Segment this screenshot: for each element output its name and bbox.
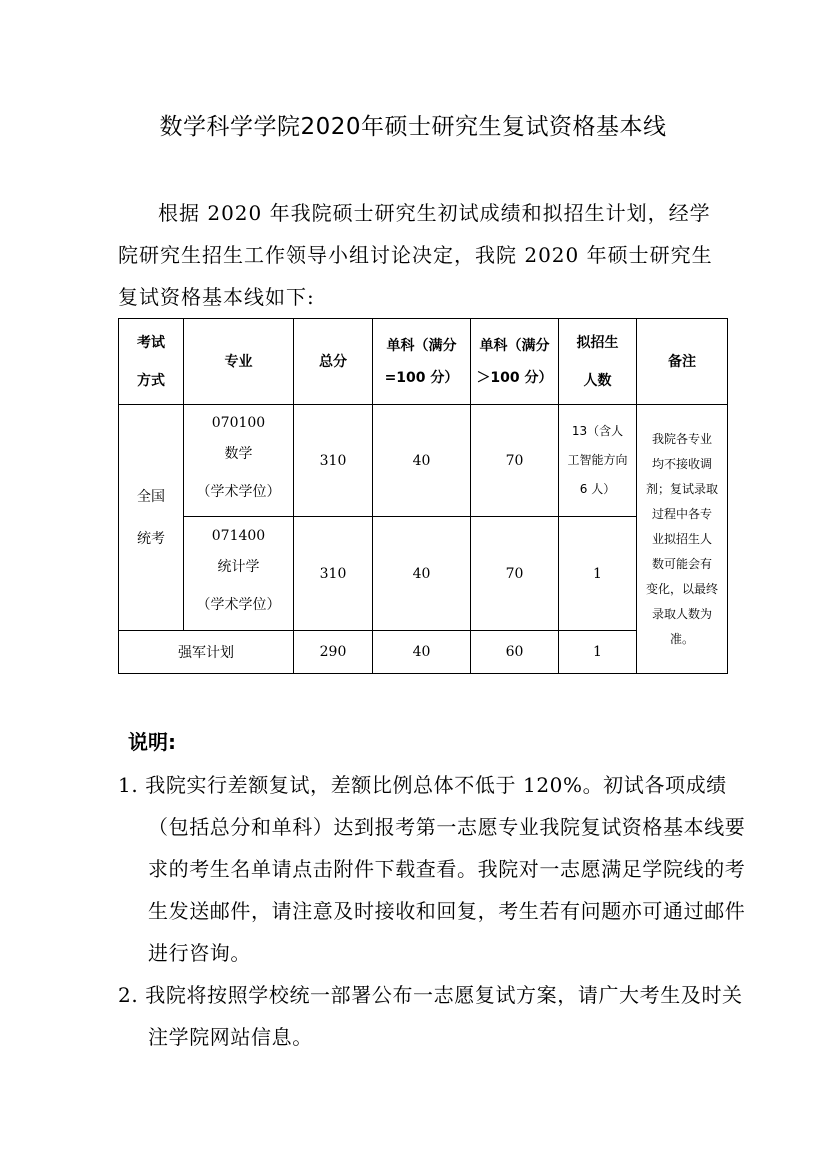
single-le100-score: 40 (373, 405, 471, 517)
single-le100-score: 40 (373, 517, 471, 631)
single-gt100-score: 70 (471, 517, 559, 631)
note-cell: 我院各专业 均不接收调 剂；复试录取 过程中各专 业拟招生人 数可能会有 变化，以最终 录取人数为 准。 (637, 405, 728, 674)
single-le100-score: 40 (373, 631, 471, 674)
quota-cell: 13（含人 工智能方向 6 人） (559, 405, 637, 517)
exam-type-cell: 全国 统考 (119, 405, 184, 631)
total-score: 310 (294, 405, 373, 517)
header-exam-type: 考试 方式 (119, 319, 184, 405)
explanation-item: 2. 我院将按照学校统一部署公布一志愿复试方案，请广大考生及时关注学院网站信息。 (118, 983, 743, 1049)
quota-cell: 1 (559, 517, 637, 631)
special-plan-label: 强军计划 (119, 631, 294, 674)
table-header-row (119, 319, 728, 405)
total-score: 310 (294, 517, 373, 631)
explanation-item: 1. 我院实行差额复试，差额比例总体不低于 120%。初试各项成绩（包括总分和单科）达到报考第一志愿专业我院复试资格基本线要求的考生名单请点击附件下载查看。我院对一志愿满足学院线的考生发送邮件，请注意及时接收和回复，考生若有问题亦可通过邮件进行咨询。 (118, 773, 746, 965)
major-cell: 071400 统计学 （学术学位） (184, 517, 294, 631)
header-quota: 拟招生 人数 (559, 319, 637, 405)
major-cell: 070100 数学 （学术学位） (184, 405, 294, 517)
single-gt100-score: 70 (471, 405, 559, 517)
table-row (119, 517, 728, 631)
header-total: 总分 (294, 319, 373, 405)
single-gt100-score: 60 (471, 631, 559, 674)
header-major: 专业 (184, 319, 294, 405)
header-single-le100: 单科（满分 =100 分） (373, 319, 471, 405)
quota-cell: 1 (559, 631, 637, 674)
intro-paragraph: 根据 2020 年我院硕士研究生初试成绩和拟招生计划，经学院研究生招生工作领导小组讨论决定，我院 2020 年硕士研究生复试资格基本线如下: (118, 201, 713, 309)
explanation-heading: 说明: (128, 730, 176, 754)
table-row-special (119, 631, 728, 674)
header-single-gt100: 单科（满分 ＞100 分） (471, 319, 559, 405)
header-note: 备注 (637, 319, 728, 405)
table-row (119, 405, 728, 517)
document-title: 数学科学学院2020年硕士研究生复试资格基本线 (159, 114, 667, 140)
total-score: 290 (294, 631, 373, 674)
score-table (118, 318, 728, 674)
